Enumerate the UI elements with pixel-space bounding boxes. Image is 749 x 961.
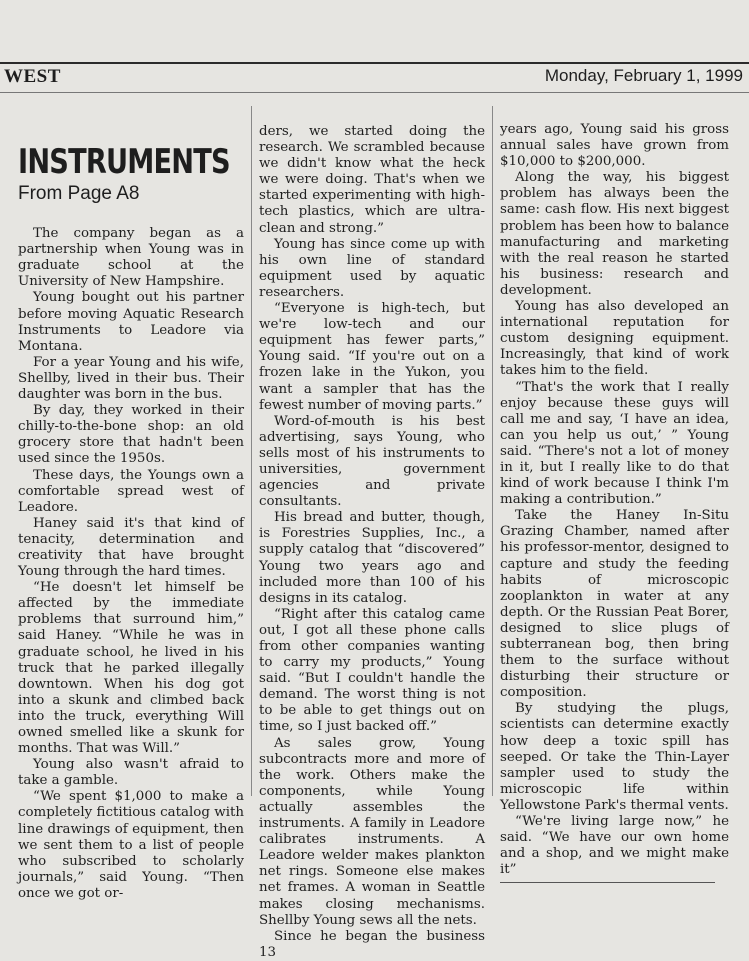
paragraph: Since he began the business 13 — [259, 928, 485, 960]
paragraph: “We're living large now,” he said. “We have our own home and a shop, and we might make it” — [500, 814, 729, 878]
header-rule — [0, 92, 749, 93]
column-divider — [251, 106, 252, 796]
paragraph: Young bought out his partner before moving Aquatic Research Instruments to Leadore via Montana. — [18, 290, 244, 354]
paragraph: “We spent $1,000 to make a completely fictitious catalog with line drawings of equipment, then we sent them to a list of people who subscribed to scholarly journals,” said Young. “Then once we got or- — [18, 789, 244, 901]
paragraph: Young has also developed an international reputation for custom designing equipment. Increasingly, that kind of work takes him to the field. — [500, 299, 729, 379]
page-header — [0, 62, 749, 94]
paragraph: Along the way, his biggest problem has always been the same: cash flow. His next biggest problem has been how to balance manufacturing and marketing with the real reason he started his business: research and development. — [500, 170, 729, 298]
paragraph: “Everyone is high-tech, but we're low-tech and our equipment has fewer parts,” Young said. “If you're out on a frozen lake in the Yukon, you want a sampler that has the fewest number of moving parts.” — [259, 301, 485, 413]
paragraph: “He doesn't let himself be affected by the immediate problems that surround him,” said Haney. “While he was in graduate school, he lived in his truck that he parked illegally downtown. When his dog got into a skunk and climbed back into the truck, everything Will owned smelled like a skunk for months. That was Will.” — [18, 580, 244, 757]
paragraph: These days, the Youngs own a comfortable spread west of Leadore. — [18, 467, 244, 515]
paragraph: By day, they worked in their chilly-to-the-bone shop: an old grocery store that hadn't been used since the 1950s. — [18, 403, 244, 467]
paragraph: His bread and butter, though, is Forestries Supplies, Inc., a supply catalog that “discovered” Young two years ago and included more than 100 of his designs in its catalog. — [259, 510, 485, 606]
paragraph: Young has since come up with his own line of standard equipment used by aquatic researchers. — [259, 236, 485, 300]
jump-line: From Page A8 — [18, 183, 140, 204]
paragraph: The company began as a partnership when Young was in graduate school at the University of New Hampshire. — [18, 226, 244, 290]
paragraph: “That's the work that I really enjoy because these guys will call me and say, ‘I have an idea, can you help us out,’ ” Young said. “There's not a lot of money in it, but I really like to do that kind of work because I think I'm making a contribution.” — [500, 379, 729, 508]
column-1 — [18, 122, 244, 902]
paragraph: Haney said it's that kind of tenacity, determination and creativity that have brought Young through the hard times. — [18, 515, 244, 580]
column-3 — [500, 122, 729, 883]
paragraph: Take the Haney In-Situ Grazing Chamber, named after his professor-mentor, designed to capture and study the feeding habits of microscopic zooplankton in water at any depth. Or the Russian Peat Borer, designed to slice plugs of subterranean bog, then bring them to the surface without disturbing their structure or composition. — [500, 508, 729, 701]
paragraph: By studying the plugs, scientists can determine exactly how deep a toxic spill has seeped. Or take the Thin-Layer sampler used to study the microscopic life within Yellowstone Park's thermal vents. — [500, 701, 729, 813]
column-divider — [492, 106, 493, 796]
end-rule — [500, 882, 715, 883]
paragraph: For a year Young and his wife, Shellby, lived in their bus. Their daughter was born in the bus. — [18, 354, 244, 403]
headline: INSTRUMENTS — [18, 142, 230, 182]
paragraph: Young also wasn't afraid to take a gamble. — [18, 757, 244, 789]
paragraph: years ago, Young said his gross annual sales have grown from $10,000 to $200,000. — [500, 122, 729, 170]
page-date: Monday, February 1, 1999 — [544, 66, 743, 85]
paragraph: As sales grow, Young subcontracts more and more of the work. Others make the components, while Young actually assembles the instruments. A family in Leadore calibrates instruments. A Leadore welder makes plankton net rings. Someone else makes net frames. A woman in Seattle makes closing mechanisms. Shellby Young sews all the nets. — [259, 735, 485, 928]
paragraph: “Right after this catalog came out, I got all these phone calls from other companies wanting to carry my products,” Young said. “But I couldn't handle the demand. The worst thing is not to be able to get things out on time, so I just backed off.” — [259, 606, 485, 735]
section-name: WEST — [4, 66, 61, 87]
paragraph: ders, we started doing the research. We scrambled because we didn't know what the heck we were doing. That's when we started experimenting with high-tech plastics, which are ultra-clean and strong.” — [259, 124, 485, 236]
paragraph: Word-of-mouth is his best advertising, says Young, who sells most of his instruments to universities, government agencies and private consultants. — [259, 413, 485, 510]
column-2 — [259, 124, 485, 961]
